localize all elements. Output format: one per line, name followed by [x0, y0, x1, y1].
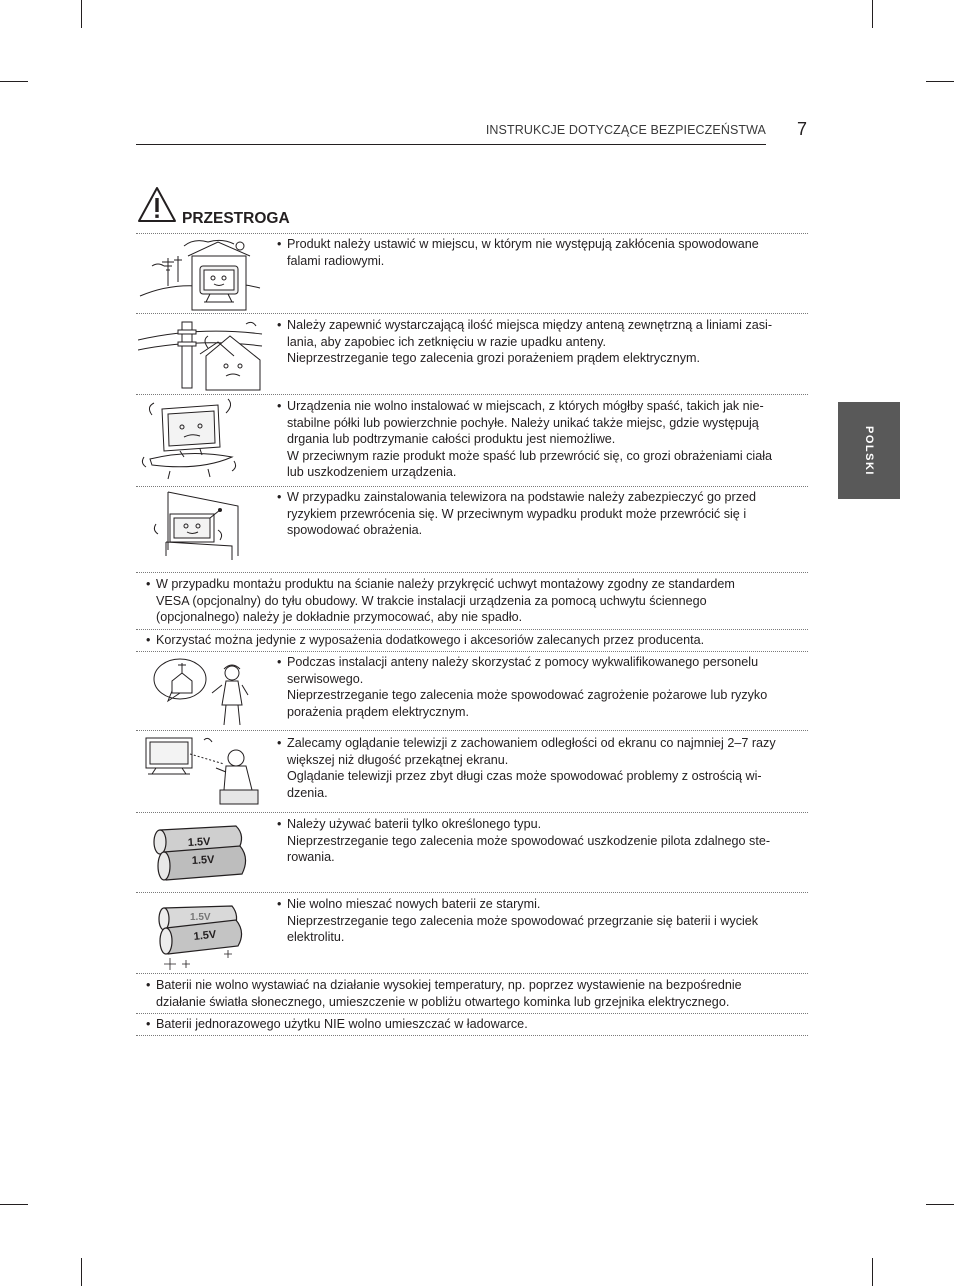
crop-mark [0, 1204, 28, 1205]
row-divider [136, 730, 808, 731]
row-divider [136, 486, 808, 487]
safety-item [277, 317, 807, 367]
bullet-dot: • [277, 655, 282, 669]
warning-triangle-icon [137, 186, 177, 224]
item-line: większej niż długość przekątnej ekranu. [287, 752, 509, 767]
item-line: porażenia prądem elektrycznym. [287, 704, 469, 719]
battery-label: 1.5V [187, 835, 211, 849]
bullet-dot: • [146, 633, 151, 647]
bullet-dot: • [277, 490, 282, 504]
language-tab-label: POLSKI [863, 425, 875, 476]
item-line: Zalecamy oglądanie telewizji z zachowaniem odległości od ekranu co najmniej 2–7 razy [287, 736, 776, 750]
safety-item [146, 632, 806, 649]
row-divider [136, 1035, 808, 1036]
bullet-dot: • [277, 817, 282, 831]
running-header: INSTRUKCJE DOTYCZĄCE BEZPIECZEŃSTWA [485, 123, 766, 137]
safety-item [146, 977, 808, 1010]
row-divider [136, 892, 808, 893]
item-line: drgania lub podtrzymanie całości produktu jest niemożliwe. [287, 432, 616, 446]
item-line: Nieprzestrzeganie tego zalecenia może spowodować uszkodzenie pilota zdalnego ste- [287, 833, 771, 848]
item-line: W przypadku montażu produktu na ścianie należy przykręcić uchwyt montażowy zgodny ze standardem [156, 577, 735, 591]
item-line: Nieprzestrzeganie tego zalecenia może spowodować przegrzanie się baterii i wyciek [287, 913, 759, 928]
battery-label: 1.5V [193, 928, 217, 943]
safety-item [277, 489, 807, 539]
item-line: Nie wolno mieszać nowych baterii ze starymi. [287, 897, 541, 911]
item-line: Podczas instalacji anteny należy skorzystać z pomocy wykwalifikowanego personelu [287, 655, 759, 669]
safety-item [277, 654, 807, 720]
safety-item [146, 576, 806, 626]
item-line: spowodować obrażenia. [287, 523, 423, 537]
item-line: rowania. [287, 850, 335, 864]
crop-mark [872, 1258, 873, 1286]
crop-mark [926, 81, 954, 82]
mixed-batteries-illustration [150, 900, 246, 972]
battery-label: 1.5V [190, 912, 211, 923]
item-line: Należy używać baterii tylko określonego typu. [287, 817, 542, 831]
bullet-dot: • [146, 978, 151, 992]
crop-mark [0, 81, 28, 82]
crop-mark [872, 0, 873, 28]
power-lines-antenna-illustration [138, 316, 264, 392]
bullet-dot: • [277, 237, 282, 251]
item-line: W przypadku zainstalowania telewizora na podstawie należy zabezpieczyć go przed [287, 490, 757, 504]
item-line: serwisowego. [287, 671, 364, 686]
row-divider [136, 233, 808, 234]
item-line: działanie światła słonecznego, umieszczenie w pobliżu otwartego kominka lub grzejnika elektrycznego. [156, 994, 730, 1009]
tv-wall-strap-illustration [148, 490, 244, 566]
viewing-distance-illustration [140, 734, 264, 808]
item-line: W przeciwnym razie produkt może spaść lub przewrócić się, co grozi obrażeniami ciała [287, 448, 773, 463]
safety-item [277, 398, 807, 481]
page-number: 7 [797, 119, 808, 139]
tv-house-antenna-illustration [138, 236, 262, 312]
item-line: Korzystać można jedynie z wyposażenia dodatkowego i akcesoriów zalecanych przez producenta. [156, 633, 705, 647]
row-divider [136, 1013, 808, 1014]
header-rule [136, 144, 766, 145]
unstable-tv-illustration [140, 397, 240, 481]
batteries-illustration [150, 822, 248, 888]
bullet-dot: • [277, 399, 282, 413]
item-line: lania, aby zapobiec ich zetknięciu w razie upadku anteny. [287, 334, 607, 349]
row-divider [136, 629, 808, 630]
safety-item [146, 1016, 806, 1033]
safety-item [277, 816, 807, 866]
item-line: Urządzenia nie wolno instalować w miejscach, z których mógłby spaść, takich jak nie- [287, 399, 764, 413]
item-line: dzenia. [287, 785, 328, 800]
item-line: lub uszkodzeniem urządzenia. [287, 465, 457, 479]
crop-mark [81, 0, 82, 28]
crop-mark [926, 1204, 954, 1205]
safety-item [277, 735, 807, 801]
bullet-dot: • [146, 577, 151, 591]
safety-item [277, 896, 807, 946]
row-divider [136, 973, 808, 974]
item-line: elektrolitu. [287, 930, 345, 944]
item-line: ryzykiem przewrócenia się. W przeciwnym wypadku produkt może przewrócić się i [287, 506, 747, 521]
bullet-dot: • [277, 318, 282, 332]
row-divider [136, 313, 808, 314]
bullet-dot: • [146, 1017, 151, 1031]
item-line: Nieprzestrzeganie tego zalecenia może spowodować zagrożenie pożarowe lub ryzyko [287, 688, 768, 702]
item-line: Oglądanie telewizji przez zbyt długi czas może spowodować problemy z ostrością wi- [287, 769, 762, 783]
item-line: Produkt należy ustawić w miejscu, w którym nie występują zakłócenia spowodowane [287, 237, 759, 251]
item-line: falami radiowymi. [287, 253, 385, 268]
row-divider [136, 812, 808, 813]
bullet-dot: • [277, 736, 282, 750]
item-line: VESA (opcjonalny) do tyłu obudowy. W trakcie instalacji urządzenia za pomocą uchwytu ściennego [156, 593, 707, 608]
item-line: Baterii nie wolno wystawiać na działanie wysokiej temperatury, np. poprzez wystawienie na bezpośrednie [156, 978, 742, 992]
technician-illustration [150, 655, 250, 729]
item-line: Nieprzestrzeganie tego zalecenia grozi porażeniem prądem elektrycznym. [287, 351, 700, 365]
safety-item [277, 236, 807, 269]
row-divider [136, 651, 808, 652]
section-title: PRZESTROGA [182, 210, 290, 227]
item-line: Należy zapewnić wystarczającą ilość miejsca między anteną zewnętrzną a liniami zasi- [287, 318, 773, 332]
row-divider [136, 572, 808, 573]
item-line: (opcjonalnego) należy je dokładnie przymocować, aby nie spadło. [156, 610, 523, 624]
battery-label: 1.5V [191, 853, 215, 867]
item-line: Baterii jednorazowego użytku NIE wolno umieszczać w ładowarce. [156, 1017, 528, 1031]
bullet-dot: • [277, 897, 282, 911]
crop-mark [81, 1258, 82, 1286]
row-divider [136, 394, 808, 395]
item-line: stabilne półki lub powierzchnie pochyłe. Należy unikać także miejsc, gdzie występują [287, 415, 759, 430]
